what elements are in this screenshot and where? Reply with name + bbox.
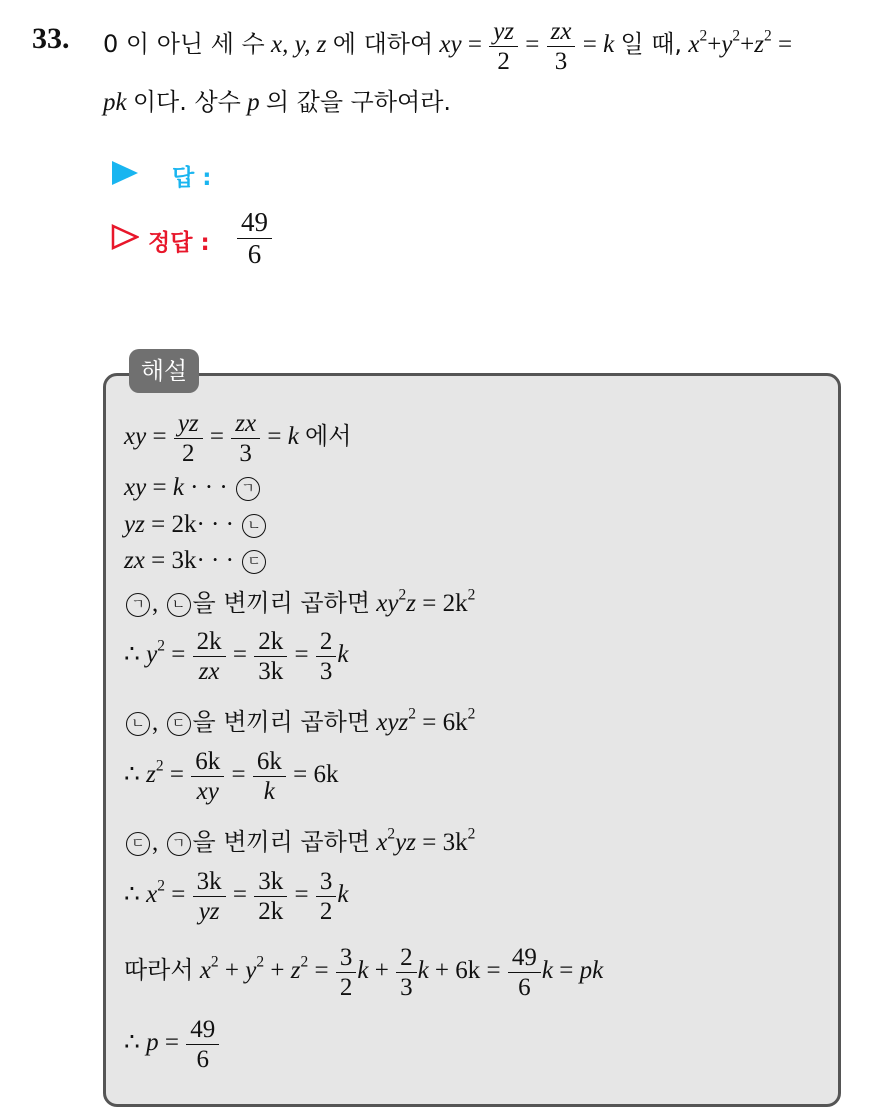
therefore-symbol: ∴ xyxy=(124,641,140,669)
therefore-symbol: ∴ xyxy=(124,761,140,789)
sym: p xyxy=(146,1029,159,1057)
sym: xy xyxy=(124,474,147,501)
frac-num: 2 xyxy=(319,628,333,655)
sym: z xyxy=(290,957,301,985)
equals-sign: = xyxy=(171,641,186,669)
frac-den: 3 xyxy=(231,438,260,467)
frac-den: 2 xyxy=(489,46,518,75)
frac-den: 6 xyxy=(508,972,541,1001)
sym: xyz xyxy=(376,709,409,736)
equals-sign: = xyxy=(559,957,574,985)
problem-text-5: 의 값을 구하여라. xyxy=(265,88,452,116)
var-pk: pk xyxy=(103,89,127,116)
equals-sign: = xyxy=(267,423,282,451)
solution-line-8 xyxy=(124,748,338,805)
equals-sign: = xyxy=(778,31,793,59)
frac-den: 3 xyxy=(396,972,417,1001)
correct-answer-value xyxy=(236,208,273,269)
plus: + xyxy=(374,957,389,985)
plus: + xyxy=(434,957,450,985)
exp: 2 xyxy=(387,825,396,843)
solution-text: 을 변끼리 곱하면 xyxy=(192,589,371,617)
frac-den: 2 xyxy=(336,972,357,1001)
var-z: z xyxy=(754,31,764,59)
exp: 2 xyxy=(732,27,741,45)
frac-den: 6 xyxy=(186,1044,219,1073)
plus: + xyxy=(740,31,755,59)
dots: · · · xyxy=(196,547,234,574)
solution-tag: 해설 xyxy=(129,349,199,393)
sym: k xyxy=(357,957,369,985)
circled-giyeok: ㄱ xyxy=(167,832,191,856)
sym: 6k xyxy=(455,957,481,985)
sym: 6k xyxy=(442,709,468,736)
sym: 3k xyxy=(442,829,468,856)
frac-num: 2 xyxy=(400,944,413,971)
equals-sign: = xyxy=(293,761,308,789)
dots: · · · xyxy=(190,474,228,501)
solution-line-4 xyxy=(124,547,268,575)
frac-den: zx xyxy=(193,656,226,685)
sym: k xyxy=(337,641,349,669)
exp: 2 xyxy=(467,586,476,604)
outline-play-icon xyxy=(111,224,139,250)
exp: 2 xyxy=(300,953,309,971)
sym: x xyxy=(146,881,158,909)
play-icon xyxy=(111,160,139,186)
plus: + xyxy=(224,957,240,985)
problem-text-1: 0 이 아닌 세 수 xyxy=(103,30,265,59)
frac-den: 2 xyxy=(174,438,203,467)
frac-den: yz xyxy=(193,896,226,925)
exp: 2 xyxy=(467,825,476,843)
frac-num: 6k xyxy=(195,748,221,775)
sym: 2k xyxy=(442,590,468,617)
sym: k xyxy=(541,957,553,985)
problem-text-4: 이다. 상수 xyxy=(132,88,241,116)
frac-den: 3 xyxy=(316,656,337,685)
plus: + xyxy=(707,31,722,59)
frac-den: 6 xyxy=(237,238,272,269)
equals-sign: = xyxy=(171,881,186,909)
equals-sign: = xyxy=(467,31,482,59)
answer-label: 답 : xyxy=(172,165,212,191)
exp: 2 xyxy=(157,877,166,895)
frac-num: 2k xyxy=(258,628,284,655)
frac-num: 49 xyxy=(511,944,537,971)
sym: x xyxy=(199,957,211,985)
circled-nieun: ㄴ xyxy=(242,514,266,538)
sym: x xyxy=(376,829,388,856)
sym: z xyxy=(406,590,416,617)
frac-den: 3k xyxy=(254,656,287,685)
frac-num: zx xyxy=(235,410,257,437)
circled-digeut: ㄷ xyxy=(126,832,150,856)
equals-sign: = xyxy=(422,829,437,856)
sym: k xyxy=(172,474,184,501)
problem-line-1 xyxy=(103,18,792,75)
circled-digeut: ㄷ xyxy=(167,712,191,736)
sym: k xyxy=(287,423,299,451)
var-p: p xyxy=(247,89,260,116)
var-y: y xyxy=(721,31,733,59)
sym: xy xyxy=(124,423,147,451)
therefore-symbol: ∴ xyxy=(124,881,140,909)
equals-sign: = xyxy=(152,474,167,501)
circled-nieun: ㄴ xyxy=(126,712,150,736)
sym: 2k xyxy=(171,511,197,538)
frac-num: 49 xyxy=(190,1016,216,1043)
sym: 6k xyxy=(313,761,339,789)
sym: k xyxy=(337,881,349,909)
frac-den: xy xyxy=(191,776,224,805)
sym: zx xyxy=(124,547,145,574)
equals-sign: = xyxy=(151,511,166,538)
sym: y xyxy=(146,641,158,669)
sym: k xyxy=(417,957,429,985)
sym: y xyxy=(245,957,257,985)
solution-line-9: ㄷ , ㄱ 을 변끼리 곱하면 $x^2yz = 3k^2$ xyxy=(124,822,475,857)
frac-num: 3k xyxy=(258,868,284,895)
equals-sign: = xyxy=(164,1029,180,1057)
solution-text: 에서 xyxy=(305,422,352,451)
solution-line-2 xyxy=(124,474,262,502)
equals-sign: = xyxy=(151,547,166,574)
circled-giyeok: ㄱ xyxy=(236,477,260,501)
solution-line-11 xyxy=(124,944,603,1001)
sym: yz xyxy=(395,829,416,856)
exp: 2 xyxy=(699,27,708,45)
solution-text: 따라서 xyxy=(124,956,194,985)
equals-sign: = xyxy=(209,423,224,451)
circled-giyeok: ㄱ xyxy=(126,593,150,617)
equals-sign: = xyxy=(232,881,247,909)
solution-line-7: ㄴ , ㄷ 을 변끼리 곱하면 $xyz^2 = 6k^2$ xyxy=(124,702,475,737)
problem-text-3: 일 때, xyxy=(620,30,683,59)
problem-number: 33. xyxy=(32,22,70,55)
exp: 2 xyxy=(157,637,166,655)
sym: z xyxy=(146,761,156,789)
equals-sign: = xyxy=(294,641,309,669)
equals-sign: = xyxy=(486,957,501,985)
fraction-yz-2 xyxy=(491,18,516,75)
exp: 2 xyxy=(210,953,219,971)
frac-den: k xyxy=(253,776,286,805)
solution-line-10 xyxy=(124,868,348,925)
equals-sign: = xyxy=(152,423,167,451)
equals-sign: = xyxy=(169,761,184,789)
correct-answer-label: 정답 : xyxy=(148,230,210,256)
frac-num: yz xyxy=(177,410,199,437)
exp: 2 xyxy=(467,705,476,723)
equals-sign: = xyxy=(525,31,540,59)
frac-num: 3k xyxy=(196,868,222,895)
eq-xy: xy xyxy=(439,31,462,59)
solution-line-1 xyxy=(124,410,351,467)
equals-sign: = xyxy=(232,641,247,669)
solution-line-6 xyxy=(124,628,348,685)
frac-den: 2 xyxy=(316,896,337,925)
frac-num: zx xyxy=(550,18,572,45)
frac-den: 3 xyxy=(547,46,576,75)
frac-num: yz xyxy=(493,18,515,45)
dots: · · · xyxy=(196,511,234,538)
sym: yz xyxy=(124,511,145,538)
solution-text: 을 변끼리 곱하면 xyxy=(192,828,371,856)
equals-sign: = xyxy=(422,709,437,736)
problem-line-2 xyxy=(103,82,451,117)
sym: 3k xyxy=(171,547,197,574)
equals-sign: = xyxy=(231,761,246,789)
equals-sign: = xyxy=(314,957,329,985)
sym: xy xyxy=(376,590,399,617)
equals-sign: = xyxy=(422,590,437,617)
fraction-zx-3 xyxy=(549,18,574,75)
equals-sign: = xyxy=(582,31,597,59)
solution-text: 을 변끼리 곱하면 xyxy=(192,708,371,736)
exp: 2 xyxy=(408,705,416,723)
therefore-symbol: ∴ xyxy=(124,1029,140,1057)
solution-line-12 xyxy=(124,1016,220,1073)
equals-sign: = xyxy=(294,881,309,909)
circled-nieun: ㄴ xyxy=(167,593,191,617)
frac-den: 2k xyxy=(254,896,287,925)
frac-num: 49 xyxy=(241,207,268,237)
exp: 2 xyxy=(398,586,407,604)
solution-line-5: ㄱ , ㄴ 을 변끼리 곱하면 $xy^2z = 2k^2$ xyxy=(124,583,475,618)
problem-vars: x, y, z xyxy=(270,31,327,59)
var-x: x xyxy=(688,31,700,59)
problem-text-2: 에 대하여 xyxy=(332,30,434,59)
sym: pk xyxy=(579,957,604,985)
plus: + xyxy=(270,957,285,985)
exp: 2 xyxy=(764,27,772,45)
circled-digeut: ㄷ xyxy=(242,550,266,574)
var-k: k xyxy=(603,31,615,59)
frac-num: 3 xyxy=(339,944,353,971)
frac-num: 2k xyxy=(196,628,222,655)
frac-num: 6k xyxy=(256,748,282,775)
solution-line-3 xyxy=(124,511,268,539)
frac-num: 3 xyxy=(319,868,333,895)
exp: 2 xyxy=(155,757,164,775)
exp: 2 xyxy=(256,953,265,971)
